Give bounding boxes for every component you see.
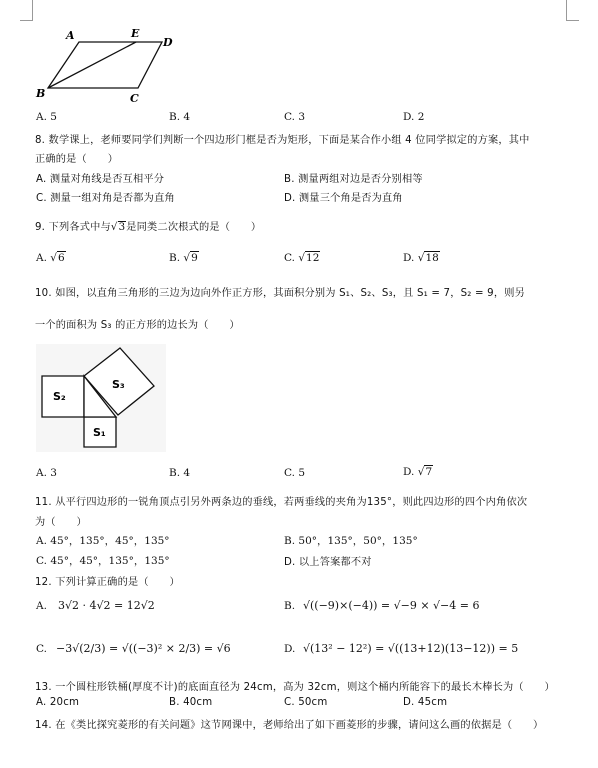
q12-option-b-letter: B. <box>284 600 296 612</box>
q10-option-d-letter: D. <box>403 466 415 478</box>
label-D: D <box>163 36 173 49</box>
crop-mark-top-right <box>566 0 579 21</box>
q12-option-b-expr: √((−9)×(−4)) = √−9 × √−4 = 6 <box>303 599 480 612</box>
q10-option-b: B. 4 <box>169 467 191 479</box>
label-s1: S₁ <box>93 426 106 439</box>
q10-stem-line1: 10. 如图，以直角三角形的三边为边向外作正方形，其面积分别为 S₁、S₂、S₃，且 S₁ = 7，S₂ = 9，则另 <box>35 288 526 299</box>
label-E: E <box>131 27 140 40</box>
q12-option-a-expr: 3√2 · 4√2 = 12√2 <box>58 599 155 612</box>
q9-option-c-sqrt: √ <box>298 252 306 264</box>
q9-option-c-radicand: 12 <box>306 252 320 264</box>
q9-option-a-radicand: 6 <box>57 252 65 264</box>
q10-option-d <box>403 465 433 478</box>
q9-stem <box>35 218 261 233</box>
q7-option-d: D. 2 <box>403 111 425 123</box>
q12-option-d-letter: D. <box>284 643 296 655</box>
label-B: B <box>36 87 46 100</box>
q12-option-d-expr: √(13² − 12²) = √((13+12)(13−12)) = 5 <box>303 642 519 655</box>
q7-option-c: C. 3 <box>284 111 306 123</box>
q8-stem-line1: 8. 数学课上，老师要同学们判断一个四边形门框是否为矩形，下面是某合作小组 4 位同学拟定的方案，其中 <box>35 135 530 146</box>
q10-option-d-sqrt: √ <box>417 466 425 478</box>
q9-stem-radicand: 3 <box>118 222 126 233</box>
q13-option-a: A. 20cm <box>36 697 80 708</box>
q12-option-c-expr: −3√(2/3) = √((−3)² × 2/3) = √6 <box>56 642 231 655</box>
q9-option-a <box>36 251 66 264</box>
q11-option-b: B. 50°，135°，50°，135° <box>284 535 418 547</box>
label-A: A <box>66 29 75 42</box>
q9-option-d-sqrt: √ <box>417 252 425 264</box>
q10-option-a: A. 3 <box>36 467 57 479</box>
q9-sqrt-symbol: √ <box>110 222 118 233</box>
q11-option-c: C. 45°，45°，135°，135° <box>36 555 170 567</box>
q9-option-b-sqrt: √ <box>183 252 191 264</box>
q10-stem-line2: 一个的面积为 S₃ 的正方形的边长为（ ） <box>35 320 240 331</box>
q11-option-d: D. 以上答案都不对 <box>284 557 372 568</box>
q9-option-c-letter: C. <box>284 252 295 264</box>
q11-stem-line2: 为（ ） <box>35 517 87 528</box>
q9-option-d-radicand: 18 <box>425 252 439 264</box>
parallelogram-figure <box>34 26 179 106</box>
segment-BE <box>48 42 136 88</box>
q13-stem: 13. 一个圆柱形铁桶(厚度不计)的底面直径为 24cm，高为 32cm，则这个桶内所能容下的最长木棒长为（ ） <box>35 682 555 693</box>
q10-option-c: C. 5 <box>284 467 306 479</box>
q9-option-d <box>403 251 440 264</box>
q11-stem-line1: 11. 从平行四边形的一锐角顶点引另外两条边的垂线，若两垂线的夹角为135°，则此四边形的四个内角依次 <box>35 497 528 508</box>
q11-option-a: A. 45°，135°，45°，135° <box>36 535 170 547</box>
label-s3: S₃ <box>112 378 125 391</box>
q7-option-b: B. 4 <box>169 111 191 123</box>
q12-stem: 12. 下列计算正确的是（ ） <box>35 577 180 588</box>
q12-option-c-letter: C. <box>36 643 47 655</box>
pythagoras-squares-figure <box>36 344 166 452</box>
q9-stem-a: 9. 下列各式中与 <box>35 222 111 233</box>
q9-option-a-letter: A. <box>36 252 47 264</box>
q9-option-a-sqrt: √ <box>50 252 57 264</box>
parallelogram-outline <box>48 42 162 88</box>
label-s2: S₂ <box>53 390 66 403</box>
q9-stem-b: 是同类二次根式的是（ ） <box>126 222 262 233</box>
q10-option-d-radicand: 7 <box>425 466 433 478</box>
q8-option-c: C. 测量一组对角是否都为直角 <box>36 193 175 204</box>
q13-option-d: D. 45cm <box>403 697 448 708</box>
q9-option-c <box>284 251 320 264</box>
q8-option-a: A. 测量对角线是否互相平分 <box>36 174 165 185</box>
q8-option-b: B. 测量两组对边是否分别相等 <box>284 174 423 185</box>
crop-mark-top-left <box>20 0 33 21</box>
q7-option-a: A. 5 <box>36 111 57 123</box>
label-C: C <box>130 92 139 105</box>
q9-option-b-letter: B. <box>169 252 181 264</box>
q8-stem-line2: 正确的是（ ） <box>35 154 119 165</box>
q12-option-a-letter: A. <box>36 600 47 612</box>
q9-option-b-radicand: 9 <box>191 252 198 264</box>
q9-option-d-letter: D. <box>403 252 415 264</box>
q8-option-d: D. 测量三个角是否为直角 <box>284 193 403 204</box>
q9-option-b <box>169 251 199 264</box>
q14-stem: 14. 在《类比探究菱形的有关问题》这节网课中，老师给出了如下画菱形的步骤，请问这么画的依据是（ ） <box>35 720 544 731</box>
q13-option-b: B. 40cm <box>169 697 213 708</box>
q13-option-c: C. 50cm <box>284 697 328 708</box>
